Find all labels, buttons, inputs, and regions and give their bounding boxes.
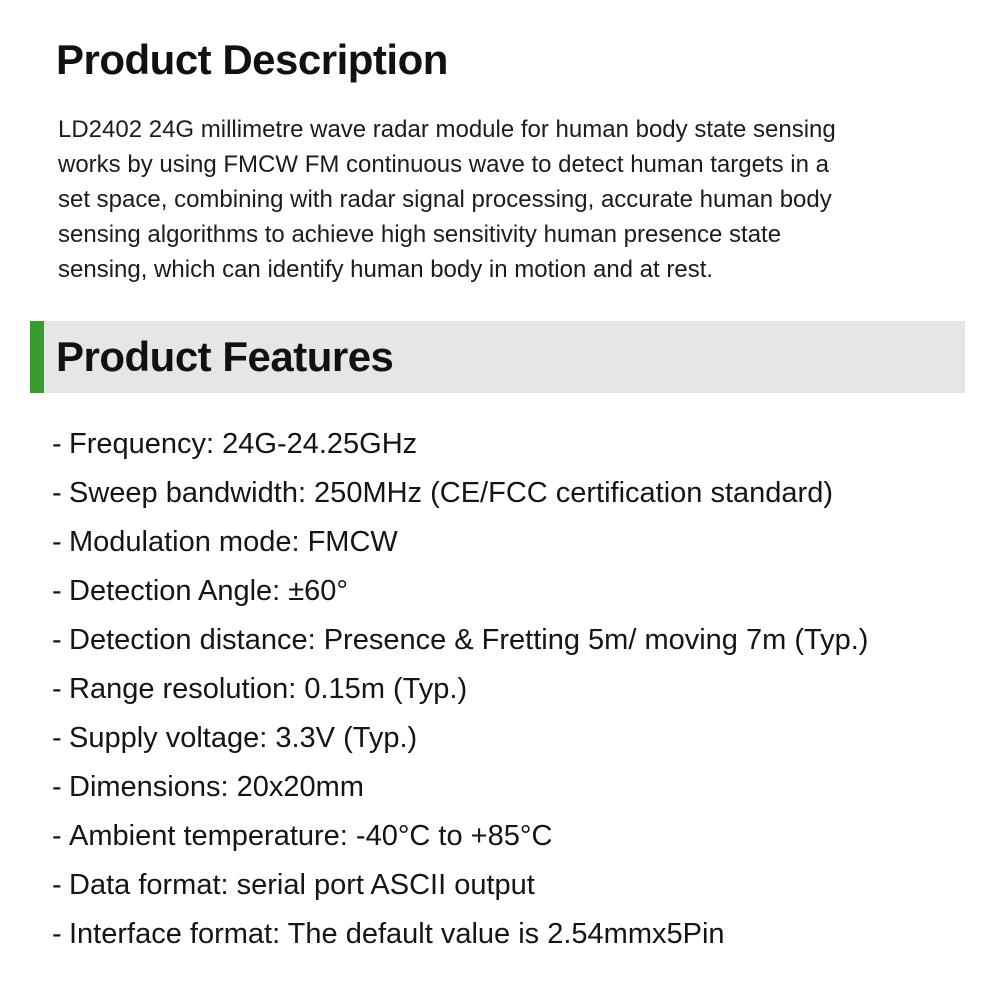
description-line: sensing algorithms to achieve high sensitivity human presence state	[58, 221, 782, 248]
bullet-dash: -	[52, 575, 62, 607]
description-line: LD2402 24G millimetre wave radar module for human body state sensing	[58, 116, 836, 143]
feature-item-frequency	[52, 420, 982, 469]
feature-item-interface-format	[52, 910, 982, 959]
feature-item-detection-distance	[52, 616, 982, 665]
bullet-dash: -	[52, 624, 62, 656]
product-features-banner	[30, 321, 965, 393]
feature-text: Detection Angle: ±60°	[69, 575, 349, 607]
feature-text: Frequency: 24G-24.25GHz	[69, 428, 418, 460]
bullet-dash: -	[52, 722, 62, 754]
bullet-dash: -	[52, 771, 62, 803]
bullet-dash: -	[52, 477, 62, 509]
feature-text: Sweep bandwidth: 250MHz (CE/FCC certification standard)	[69, 477, 833, 509]
bullet-dash: -	[52, 428, 62, 460]
bullet-dash: -	[52, 918, 62, 950]
product-description-heading: Product Description	[56, 36, 448, 83]
product-features-heading: Product Features	[56, 333, 394, 380]
description-line: set space, combining with radar signal processing, accurate human body	[58, 186, 832, 213]
description-line: works by using FMCW FM continuous wave to detect human targets in a	[58, 151, 829, 178]
feature-item-detection-angle	[52, 567, 982, 616]
feature-text: Dimensions: 20x20mm	[69, 771, 364, 803]
feature-item-modulation-mode	[52, 518, 982, 567]
feature-item-dimensions	[52, 763, 982, 812]
feature-text: Ambient temperature: -40°C to +85°C	[69, 820, 553, 852]
product-description-text	[58, 112, 958, 287]
feature-list	[52, 420, 982, 959]
feature-item-data-format	[52, 861, 982, 910]
feature-item-supply-voltage	[52, 714, 982, 763]
feature-text: Interface format: The default value is 2.54mmx5Pin	[69, 918, 725, 950]
description-line: sensing, which can identify human body in motion and at rest.	[58, 256, 714, 283]
bullet-dash: -	[52, 820, 62, 852]
bullet-dash: -	[52, 673, 62, 705]
feature-text: Supply voltage: 3.3V (Typ.)	[69, 722, 418, 754]
feature-item-ambient-temperature	[52, 812, 982, 861]
bullet-dash: -	[52, 869, 62, 901]
feature-text: Data format: serial port ASCII output	[69, 869, 535, 901]
bullet-dash: -	[52, 526, 62, 558]
feature-text: Detection distance: Presence & Fretting 5m/ moving 7m (Typ.)	[69, 624, 869, 656]
feature-text: Modulation mode: FMCW	[69, 526, 398, 558]
feature-item-sweep-bandwidth	[52, 469, 982, 518]
accent-bar	[30, 321, 44, 393]
feature-item-range-resolution	[52, 665, 982, 714]
feature-text: Range resolution: 0.15m (Typ.)	[69, 673, 468, 705]
